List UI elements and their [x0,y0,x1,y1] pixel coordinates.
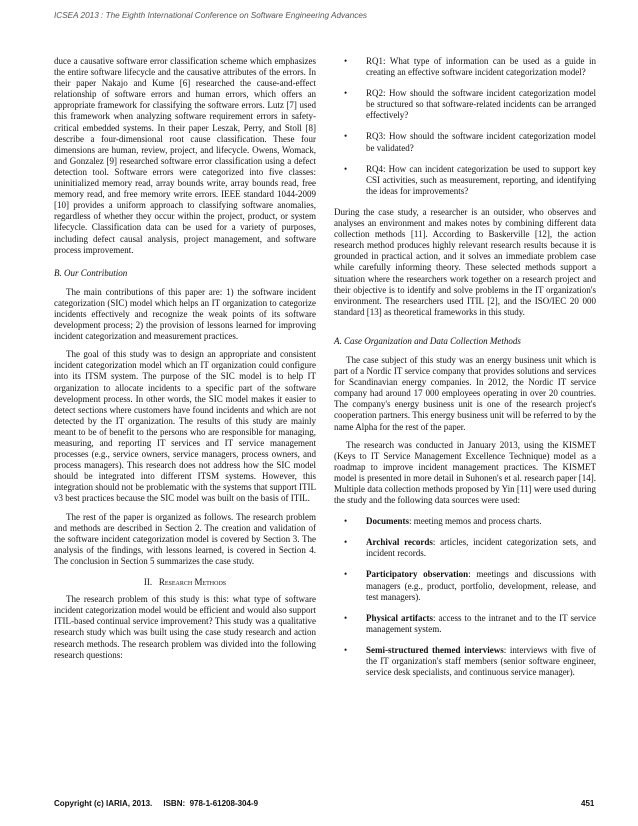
list-item: • Archival records: articles, incident categorization sets, and incident records. [344,537,596,559]
conference-header: ICSEA 2013 : The Eighth International Conference on Software Engineering Advances [54,11,367,20]
paragraph: The research problem of this study is this: what type of software incident categorization model would be efficient and would also support ITIL-based continual service improvement? This study was a qualitative research study which was built using the case study research and action research methods. The research problem was divided into the following research questions: [54,594,316,660]
bullet-icon: • [344,163,348,174]
subsection-heading: B. Our Contribution [54,267,128,278]
subsection-heading: A. Case Organization and Data Collection Methods [334,335,521,346]
data-sources-list [334,516,596,678]
list-item: • Participatory observation: meetings and discussions with managers (e.g., product, portfolio, development, release, and test managers). [344,569,596,602]
bullet-icon: • [344,516,348,527]
copyright-footer: Copyright (c) IARIA, 2013. ISBN: 978-1-61208-304-9 [54,799,259,808]
section-number: II. [143,577,153,588]
list-item: • Documents: meeting memos and process charts. [344,516,542,527]
paragraph: During the case study, a researcher is an outsider, who observes and analyses an environment and makes notes by combining different data collection methods [11]. According to Baskerville [12], the action research method produces highly relevant research results because it is grounded in practical action, and it solves an immediate problem case while carefully informing theory. These selected methods support a situation where the researchers work together on a research project and their objective is to identify and solve problems in the IT organization's environment. The researchers used ITIL [2], and the ISO/IEC 20 000 standard [13] as theoretical frameworks in this study. [334,206,596,317]
bullet-icon: • [344,131,348,142]
list-item: • RQ2: How should the software incident categorization model be structured so that software-related incidents can be arranged effectively? [344,88,596,121]
right-column [334,56,596,688]
paragraph: duce a causative software error classification scheme which emphasizes the entire software lifecycle and the causative attributes of the errors. In their paper Nakajo and Kume [6] researched the cause-and-effect relationship of software errors and human errors, which offers an appropriate framework for classifying the software errors. Lutz [7] used this framework when analyzing software requirement errors in safety-critical embedded systems. In their paper Leszak, Perry, and Stoll [8] describe a four-dimensional root cause classification. These four dimensions are human, review, project, and lifecycle. Owens, Womack, and Gonzalez [9] researched software error classification using a defect detection tool. Software errors were categorized into five classes: uninitialized memory read, array bounds write, array bounds read, free memory read, and free memory write errors. IEEE standard 1044-2009 [10] provides a uniform approach to classifying software anomalies, regardless of whether they occur within the project, product, or system lifecycle. Classification data can be used for a variety of purposes, including defect causal analysis, project management, and software process improvement. [54,56,316,255]
paragraph: The rest of the paper is organized as follows. The research problem and methods are described in Section 2. The creation and validation of the software incident categorization model is covered by Section 3. The analysis of the findings, with lessons learned, is covered in Section 4. The conclusion in Section 5 summarizes the case study. [54,511,316,566]
section-heading [54,577,316,588]
bullet-icon: • [344,56,348,66]
section-title: Research Methods [158,577,227,588]
paragraph: The case subject of this study was an energy business unit which is part of a Nordic IT service company that provides solutions and services for Scandinavian energy companies. In 2012, the Nordic IT service company had around 17 000 employees operating in over 20 countries. The company's energy business unit is one of the research project's cooperation partners. This energy business unit will be referred to by the name Alpha for the rest of the paper. [334,354,596,432]
list-item: • Semi-structured themed interviews: interviews with five of the IT organization's staff members (senior software engineer, service desk specialists, and continuous service manager). [344,644,597,678]
list-item: • RQ1: What type of information can be used as a guide in creating an effective software incident categorization model? [344,56,596,78]
research-questions-list [334,56,596,197]
bullet-icon: • [344,537,348,548]
left-column [54,56,316,661]
list-item: • Physical artifacts: access to the intranet and to the IT service management system. [344,612,596,634]
paragraph: The research was conducted in January 2013, using the KISMET (Keys to IT Service Management Excellence Technique) model as a roadmap to improve incident management practices. The KISMET model is presented in more detail in Suhonen's et al. research paper [14]. Multiple data collection methods proposed by Yin [11] were used during the study and the following data sources were used: [334,439,596,506]
list-item: • RQ3: How should the software incident categorization model be validated? [344,131,596,153]
bullet-icon: • [344,88,348,99]
paragraph: The goal of this study was to design an appropriate and consistent incident categorization model which an IT organization could configure into its ITSM system. The purpose of the SIC model is to help IT organization to allocate incidents to a specific part of the software development process. In other words, the SIC model makes it easier to detect sections where customers have found incidents and which are not detected by the IT organization. The results of this study are mainly meant to be of benefit to the persons who are responsible for managing, measuring, and reporting IT services and IT service management processes (e.g., service owners, service managers, process owners, and process managers). This research does not address how the SIC model should be integrated into different ITSM systems. However, this integration should not be problematic with the systems that support ITIL v3 best practices because the SIC model was built on the basis of ITIL. [54,349,316,504]
bullet-icon: • [344,612,348,623]
paragraph: The main contributions of this paper are: 1) the software incident categorization (SIC) model which helps an IT organization to categorize incidents effectively and recognize the weak points of its software development process; 2) the provision of lessons learned for improving incident categorization and measurement practices. [54,286,316,342]
list-item: • RQ4: How can incident categorization be used to support key CSI activities, such as measurement, reporting, and identifying the ideas for improvements? [344,163,596,196]
page-number: 451 [581,799,595,808]
bullet-icon: • [344,569,348,580]
bullet-icon: • [344,644,348,655]
